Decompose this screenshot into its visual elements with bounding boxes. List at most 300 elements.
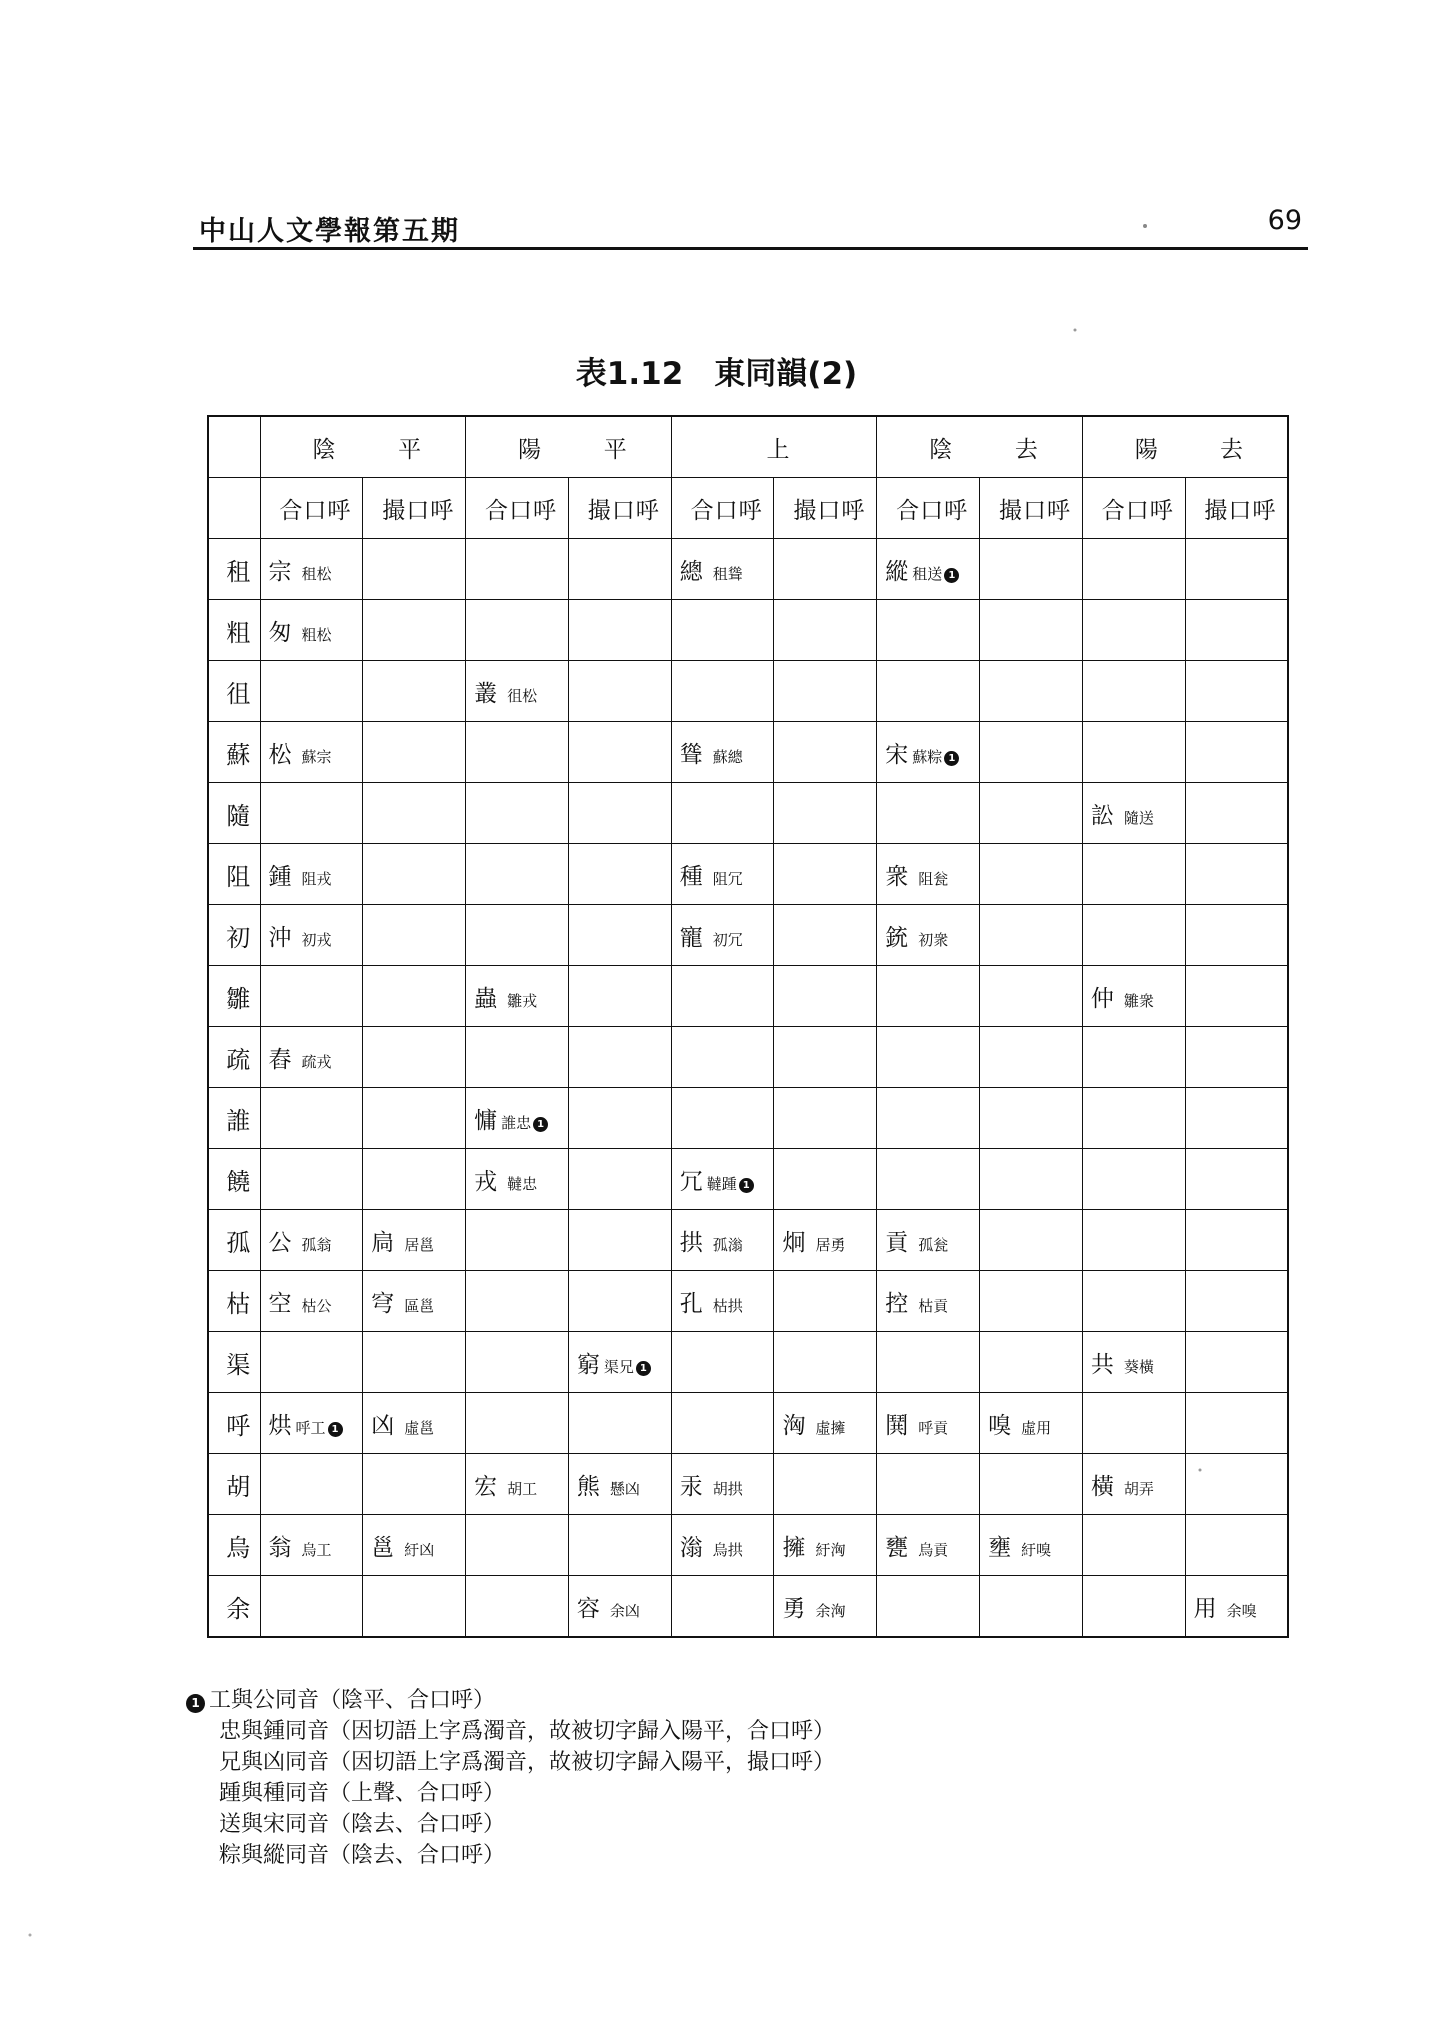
- table-cell: [1185, 1515, 1288, 1576]
- table-cell: [466, 1210, 569, 1271]
- tone-label-part: 陰: [929, 436, 953, 463]
- table-cell: [877, 539, 980, 600]
- rhyme-character: 邕: [371, 1534, 395, 1561]
- tone-header-cell: [1082, 416, 1288, 478]
- rhyme-character: 共: [1090, 1351, 1114, 1378]
- hu-header-cell: 撮口呼: [1185, 478, 1288, 539]
- footnote-line: [186, 1716, 835, 1747]
- table-cell: [671, 966, 774, 1027]
- rhyme-character: 衆: [885, 863, 909, 890]
- table-cell: [1082, 905, 1185, 966]
- table-cell: [1082, 1454, 1185, 1515]
- rhyme-character: 聳: [679, 741, 703, 768]
- tone-label-part: 陽: [518, 436, 542, 463]
- table-cell: [1185, 1027, 1288, 1088]
- table-cell: [260, 1271, 363, 1332]
- footnote-text: 踵與種同音（上聲、合口呼）: [219, 1781, 506, 1806]
- table-cell: [568, 1393, 671, 1454]
- footnote-line: [186, 1685, 835, 1716]
- table-cell: [260, 1576, 363, 1638]
- rhyme-character: 寵: [679, 924, 703, 951]
- table-cell: [1185, 844, 1288, 905]
- table-cell: [877, 600, 980, 661]
- table-cell: [980, 1332, 1083, 1393]
- rhyme-character: 橫: [1090, 1473, 1114, 1500]
- fanqie-spelling: 渠兄: [603, 1357, 634, 1376]
- fanqie-spelling: 葵橫: [1123, 1357, 1154, 1376]
- table-cell: [1082, 1088, 1185, 1149]
- table-cell: [877, 661, 980, 722]
- table-cell: [774, 844, 877, 905]
- rhyme-character: 松: [268, 741, 292, 768]
- footnote-marker: 1: [533, 1117, 548, 1132]
- table-cell: [671, 905, 774, 966]
- table-cell: [980, 600, 1083, 661]
- fanqie-spelling: 紆凶: [404, 1540, 435, 1559]
- rhyme-character: 熊: [576, 1473, 600, 1500]
- rhyme-character: 公: [268, 1229, 292, 1256]
- table-cell: [568, 844, 671, 905]
- table-cell: [671, 783, 774, 844]
- fanqie-spelling: 虛用: [1021, 1418, 1052, 1437]
- fanqie-spelling: 區邕: [404, 1296, 435, 1315]
- table-cell: [363, 1210, 466, 1271]
- table-cell: [1082, 1515, 1185, 1576]
- table-cell: [1082, 1210, 1185, 1271]
- fanqie-spelling: 余嗅: [1226, 1601, 1257, 1620]
- rhyme-character: 總: [679, 558, 703, 585]
- fanqie-spelling: 初戎: [301, 930, 332, 949]
- table-cell: [1185, 1393, 1288, 1454]
- footnote-marker: 1: [944, 751, 959, 766]
- rhyme-character: 壅: [988, 1534, 1012, 1561]
- table-cell: [260, 966, 363, 1027]
- initial-cell: 呼: [208, 1393, 260, 1454]
- fanqie-spelling: 蘇粽: [912, 747, 943, 766]
- table-row: [208, 844, 1288, 905]
- fanqie-spelling: 租松: [301, 564, 332, 583]
- table-row: [208, 1149, 1288, 1210]
- fanqie-spelling: 呼貢: [918, 1418, 949, 1437]
- table-cell: [980, 1515, 1083, 1576]
- table-row: [208, 1027, 1288, 1088]
- table-cell: [363, 1027, 466, 1088]
- fanqie-spelling: 雛戎: [507, 991, 538, 1010]
- table-cell: [774, 661, 877, 722]
- table-cell: [774, 539, 877, 600]
- table-cell: [568, 1210, 671, 1271]
- fanqie-spelling: 徂松: [507, 686, 538, 705]
- table-cell: [363, 1271, 466, 1332]
- table-cell: [260, 539, 363, 600]
- initial-cell: 烏: [208, 1515, 260, 1576]
- fanqie-spelling: 虛邕: [404, 1418, 435, 1437]
- table-cell: [1185, 1576, 1288, 1638]
- table-cell: [363, 1088, 466, 1149]
- table-row: [208, 1576, 1288, 1638]
- table-cell: [980, 1454, 1083, 1515]
- rhyme-character: 嗅: [988, 1412, 1012, 1439]
- fanqie-spelling: 紆嗅: [1021, 1540, 1052, 1559]
- rhyme-character: 鍾: [268, 863, 292, 890]
- table-cell: [1185, 1149, 1288, 1210]
- table-cell: [363, 722, 466, 783]
- table-cell: [260, 600, 363, 661]
- table-cell: [671, 600, 774, 661]
- table-cell: [260, 1149, 363, 1210]
- table-cell: [980, 539, 1083, 600]
- table-cell: [1185, 539, 1288, 600]
- table-cell: [260, 1027, 363, 1088]
- table-cell: [568, 539, 671, 600]
- table-cell: [980, 1576, 1083, 1638]
- table-row: [208, 966, 1288, 1027]
- hu-header-cell: 撮口呼: [774, 478, 877, 539]
- table-cell: [671, 722, 774, 783]
- table-cell: [568, 722, 671, 783]
- rhyme-character: 孔: [679, 1290, 703, 1317]
- table-cell: [980, 844, 1083, 905]
- rhyme-character: 宏: [474, 1473, 498, 1500]
- tone-label-part: 陰: [312, 436, 336, 463]
- table-cell: [568, 1027, 671, 1088]
- table-cell: [466, 905, 569, 966]
- fanqie-spelling: 烏拱: [712, 1540, 743, 1559]
- rhyme-character: 拱: [679, 1229, 703, 1256]
- initial-cell: 余: [208, 1576, 260, 1638]
- table-cell: [1185, 1271, 1288, 1332]
- fanqie-spelling: 初衆: [918, 930, 949, 949]
- table-cell: [363, 1576, 466, 1638]
- tone-header-cell: [671, 416, 877, 478]
- table-cell: [1082, 1027, 1185, 1088]
- rhyme-character: 擁: [782, 1534, 806, 1561]
- table-cell: [260, 1454, 363, 1515]
- table-cell: [1082, 1393, 1185, 1454]
- table-cell: [1082, 966, 1185, 1027]
- table-cell: [877, 1271, 980, 1332]
- table-cell: [466, 1576, 569, 1638]
- table-cell: [774, 1149, 877, 1210]
- table-cell: [877, 722, 980, 783]
- table-cell: [774, 1454, 877, 1515]
- tone-label-part: 平: [603, 436, 627, 463]
- table-cell: [671, 1149, 774, 1210]
- table-cell: [877, 1149, 980, 1210]
- rhyme-character: 叢: [474, 680, 498, 707]
- journal-title: 中山人文學報第五期: [199, 216, 460, 247]
- hu-header-cell: 合口呼: [877, 478, 980, 539]
- table-cell: [1082, 1332, 1185, 1393]
- table-cell: [1185, 966, 1288, 1027]
- table-row: [208, 1088, 1288, 1149]
- table-cell: [568, 1515, 671, 1576]
- table-cell: [1082, 1576, 1185, 1638]
- table-cell: [363, 844, 466, 905]
- table-cell: [568, 1576, 671, 1638]
- table-cell: [877, 1515, 980, 1576]
- table-cell: [260, 1515, 363, 1576]
- table-cell: [568, 783, 671, 844]
- table-cell: [877, 1027, 980, 1088]
- table-cell: [774, 905, 877, 966]
- rhyme-character: 沖: [268, 924, 292, 951]
- table-cell: [1185, 1088, 1288, 1149]
- table-cell: [363, 661, 466, 722]
- table-cell: [260, 844, 363, 905]
- table-cell: [980, 1210, 1083, 1271]
- fanqie-spelling: 胡弄: [1123, 1479, 1154, 1498]
- rhyme-character: 種: [679, 863, 703, 890]
- table-cell: [774, 1210, 877, 1271]
- footnote-text: 工與公同音（陰平、合口呼）: [209, 1688, 496, 1713]
- table-cell: [568, 661, 671, 722]
- rhyme-character: 戎: [474, 1168, 498, 1195]
- table-cell: [877, 1576, 980, 1638]
- table-cell: [568, 1271, 671, 1332]
- table-row: [208, 722, 1288, 783]
- fanqie-spelling: 蘇宗: [301, 747, 332, 766]
- rhyme-character: 扃: [371, 1229, 395, 1256]
- table-cell: [1185, 661, 1288, 722]
- table-cell: [1185, 600, 1288, 661]
- fanqie-spelling: 租送: [912, 564, 943, 583]
- footnote-text: 粽與縱同音（陰去、合口呼）: [219, 1843, 506, 1868]
- table-cell: [877, 1454, 980, 1515]
- initial-cell: 粗: [208, 600, 260, 661]
- fanqie-spelling: 胡工: [507, 1479, 538, 1498]
- hu-header-row: [208, 478, 1288, 539]
- table-cell: [466, 661, 569, 722]
- footnote-line: [186, 1840, 835, 1871]
- table-row: [208, 1210, 1288, 1271]
- table-cell: [466, 1088, 569, 1149]
- initial-cell: 阻: [208, 844, 260, 905]
- fanqie-spelling: 韃踵: [706, 1174, 737, 1193]
- fanqie-spelling: 枯貢: [918, 1296, 949, 1315]
- fanqie-spelling: 粗松: [301, 625, 332, 644]
- table-cell: [363, 600, 466, 661]
- initial-cell: 蘇: [208, 722, 260, 783]
- table-cell: [466, 1454, 569, 1515]
- initial-cell: 疏: [208, 1027, 260, 1088]
- table-row: [208, 1393, 1288, 1454]
- initial-cell: 枯: [208, 1271, 260, 1332]
- fanqie-spelling: 胡拱: [712, 1479, 743, 1498]
- footnote-marker: 1: [186, 1694, 205, 1713]
- table-cell: [877, 844, 980, 905]
- footnote-marker: 1: [328, 1422, 343, 1437]
- fanqie-spelling: 孤滃: [712, 1235, 743, 1254]
- rhyme-character: 空: [268, 1290, 292, 1317]
- fanqie-spelling: 韃忠: [507, 1174, 538, 1193]
- initial-cell: 隨: [208, 783, 260, 844]
- fanqie-spelling: 烏貢: [918, 1540, 949, 1559]
- corner-cell: [208, 478, 260, 539]
- initial-cell: 饒: [208, 1149, 260, 1210]
- rhyme-character: 容: [576, 1595, 600, 1622]
- tone-header-row: [208, 416, 1288, 478]
- table-cell: [980, 966, 1083, 1027]
- table-cell: [774, 1271, 877, 1332]
- table-cell: [466, 722, 569, 783]
- table-cell: [466, 1027, 569, 1088]
- table-cell: [980, 1027, 1083, 1088]
- table-cell: [671, 661, 774, 722]
- table-cell: [877, 783, 980, 844]
- table-cell: [466, 844, 569, 905]
- table-cell: [466, 600, 569, 661]
- rhyme-character: 烘: [268, 1412, 292, 1439]
- table-cell: [466, 1149, 569, 1210]
- tone-header-cell: [260, 416, 466, 478]
- fanqie-spelling: 孤瓮: [918, 1235, 949, 1254]
- table-cell: [774, 722, 877, 783]
- table-cell: [568, 1454, 671, 1515]
- table-cell: [1185, 722, 1288, 783]
- tone-label-part: 去: [1219, 436, 1243, 463]
- table-cell: [1082, 539, 1185, 600]
- table-row: [208, 1332, 1288, 1393]
- table-cell: [671, 1027, 774, 1088]
- table-cell: [1185, 1210, 1288, 1271]
- tone-label-part: 去: [1014, 436, 1038, 463]
- table-cell: [877, 905, 980, 966]
- table-cell: [466, 1393, 569, 1454]
- corner-cell: [208, 416, 260, 478]
- initial-cell: 渠: [208, 1332, 260, 1393]
- table-cell: [1082, 661, 1185, 722]
- hu-header-cell: 合口呼: [466, 478, 569, 539]
- table-cell: [363, 1515, 466, 1576]
- table-cell: [671, 1210, 774, 1271]
- table-cell: [671, 1393, 774, 1454]
- rhyme-character: 冗: [679, 1168, 703, 1195]
- table-cell: [774, 1332, 877, 1393]
- table-cell: [260, 1210, 363, 1271]
- initial-cell: 徂: [208, 661, 260, 722]
- rhyme-character: 控: [885, 1290, 909, 1317]
- table-cell: [980, 661, 1083, 722]
- rhyme-character: 慵: [474, 1107, 498, 1134]
- table-cell: [774, 1027, 877, 1088]
- hu-header-cell: 合口呼: [1082, 478, 1185, 539]
- rhyme-character: 凶: [371, 1412, 395, 1439]
- table-cell: [466, 966, 569, 1027]
- table-row: [208, 1271, 1288, 1332]
- tone-label: [269, 431, 466, 464]
- table-cell: [1185, 1332, 1288, 1393]
- table-cell: [363, 783, 466, 844]
- rhyme-character: 汞: [679, 1473, 703, 1500]
- table-cell: [774, 966, 877, 1027]
- table-cell: [774, 783, 877, 844]
- table-cell: [774, 600, 877, 661]
- table-cell: [877, 966, 980, 1027]
- table-cell: [671, 1332, 774, 1393]
- footnote-line: [186, 1747, 835, 1778]
- table-cell: [980, 783, 1083, 844]
- table-cell: [671, 844, 774, 905]
- rhyme-character: 舂: [268, 1046, 292, 1073]
- table-cell: [671, 539, 774, 600]
- tone-label: [474, 431, 671, 464]
- table-cell: [877, 1210, 980, 1271]
- table-cell: [363, 539, 466, 600]
- tone-header-cell: [877, 416, 1083, 478]
- footnote-marker: 1: [739, 1178, 754, 1193]
- footnote-line: [186, 1778, 835, 1809]
- fanqie-spelling: 居勇: [815, 1235, 846, 1254]
- fanqie-spelling: 余洶: [815, 1601, 846, 1620]
- table-cell: [466, 1515, 569, 1576]
- table-cell: [671, 1088, 774, 1149]
- initial-cell: 胡: [208, 1454, 260, 1515]
- table-cell: [466, 783, 569, 844]
- rhyme-character: 匆: [268, 619, 292, 646]
- table-cell: [568, 600, 671, 661]
- table-cell: [363, 905, 466, 966]
- table-cell: [363, 1393, 466, 1454]
- table-cell: [568, 966, 671, 1027]
- tone-label: [885, 431, 1082, 464]
- table-cell: [671, 1515, 774, 1576]
- rhyme-character: 穹: [371, 1290, 395, 1317]
- fanqie-spelling: 誰忠: [501, 1113, 532, 1132]
- rhyme-character: 炯: [782, 1229, 806, 1256]
- table-cell: [1082, 844, 1185, 905]
- table-title: 表1.12 東同韻(2): [575, 356, 858, 392]
- fanqie-spelling: 隨送: [1123, 808, 1154, 827]
- table-cell: [1185, 783, 1288, 844]
- footnotes: [186, 1685, 835, 1871]
- page-number: 69: [1267, 205, 1302, 236]
- rhyme-character: 翁: [268, 1534, 292, 1561]
- hu-header-cell: 撮口呼: [980, 478, 1083, 539]
- table-cell: [1185, 905, 1288, 966]
- rhyme-character: 宗: [268, 558, 292, 585]
- footnote-line: [186, 1809, 835, 1840]
- initial-cell: 初: [208, 905, 260, 966]
- tone-label: 上: [766, 436, 790, 463]
- footnote-marker: 1: [944, 568, 959, 583]
- table-cell: [1082, 722, 1185, 783]
- table-cell: [466, 1332, 569, 1393]
- table-cell: [1185, 1454, 1288, 1515]
- fanqie-spelling: 疏戎: [301, 1052, 332, 1071]
- fanqie-spelling: 阻瓮: [918, 869, 949, 888]
- footnote-text: 忠與鍾同音（因切語上字爲濁音，故被切字歸入陽平，合口呼）: [219, 1719, 836, 1744]
- table-row: [208, 783, 1288, 844]
- table-cell: [877, 1393, 980, 1454]
- rhyme-character: 蟲: [474, 985, 498, 1012]
- table-cell: [466, 1271, 569, 1332]
- fanqie-spelling: 紆洶: [815, 1540, 846, 1559]
- rhyme-table: [207, 415, 1289, 1638]
- table-row: [208, 1454, 1288, 1515]
- table-cell: [260, 722, 363, 783]
- table-row: [208, 1515, 1288, 1576]
- tone-label-part: 平: [398, 436, 422, 463]
- table-cell: [774, 1515, 877, 1576]
- rhyme-character: 滃: [679, 1534, 703, 1561]
- table-cell: [363, 1454, 466, 1515]
- rhyme-character: 銃: [885, 924, 909, 951]
- tone-label: [1091, 431, 1287, 464]
- table-cell: [260, 1332, 363, 1393]
- table-cell: [363, 1149, 466, 1210]
- table-row: [208, 661, 1288, 722]
